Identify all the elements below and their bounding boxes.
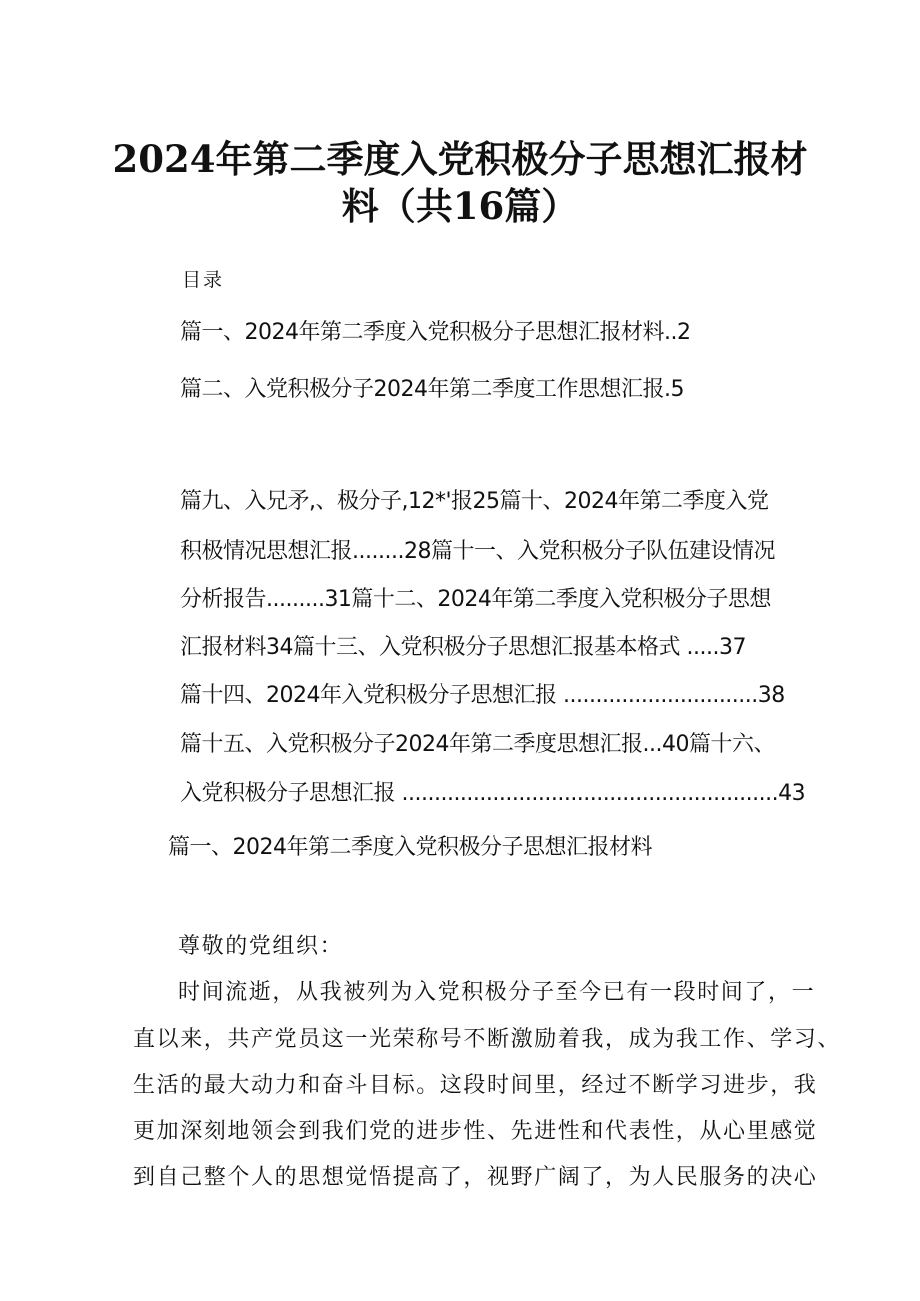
toc-entry[interactable]: 篇九、入兄矛,、极分子,12*'报25篇十、2024年第二季度入党 bbox=[180, 489, 769, 514]
toc-label: 目录 bbox=[182, 269, 225, 291]
section-heading: 篇一、2024年第二季度入党积极分子思想汇报材料 bbox=[168, 835, 652, 860]
toc-entry[interactable]: 篇十四、2024年入党积极分子思想汇报 ..............................38 bbox=[180, 683, 785, 708]
body-paragraph-line: 生活的最大动力和奋斗目标。这段时间里，经过不断学习进步，我 bbox=[133, 1073, 818, 1098]
toc-entry[interactable]: 积极情况思想汇报........28篇十一、入党积极分子队伍建设情况 bbox=[180, 539, 775, 564]
body-paragraph-line: 直以来，共产党员这一光荣称号不断激励着我，成为我工作、学习、 bbox=[133, 1027, 842, 1052]
body-paragraph-line: 更加深刻地领会到我们党的进步性、先进性和代表性，从心里感觉 bbox=[133, 1119, 818, 1144]
toc-entry[interactable]: 篇一、2024年第二季度入党积极分子思想汇报材料..2 bbox=[180, 320, 691, 345]
salutation: 尊敬的党组织： bbox=[178, 934, 344, 959]
toc-entry[interactable]: 汇报材料34篇十三、入党积极分子思想汇报基本格式 .....37 bbox=[180, 635, 746, 660]
toc-entry[interactable]: 篇十五、入党积极分子2024年第二季度思想汇报...40篇十六、 bbox=[180, 732, 775, 757]
toc-entry[interactable]: 入党积极分子思想汇报 ..........................................................43 bbox=[180, 781, 806, 806]
toc-entry[interactable]: 分析报告.........31篇十二、2024年第二季度入党积极分子思想 bbox=[180, 587, 771, 612]
document-title-line-2: 料（共16篇） bbox=[341, 184, 579, 228]
toc-entry[interactable]: 篇二、入党积极分子2024年第二季度工作思想汇报.5 bbox=[180, 377, 684, 402]
body-paragraph-line: 时间流逝，从我被列为入党积极分子至今已有一段时间了，一 bbox=[178, 980, 816, 1005]
document-title-line-1: 2024年第二季度入党积极分子思想汇报材 bbox=[112, 137, 808, 181]
body-paragraph-line: 到自己整个人的思想觉悟提高了，视野广阔了，为人民服务的决心 bbox=[133, 1165, 818, 1190]
